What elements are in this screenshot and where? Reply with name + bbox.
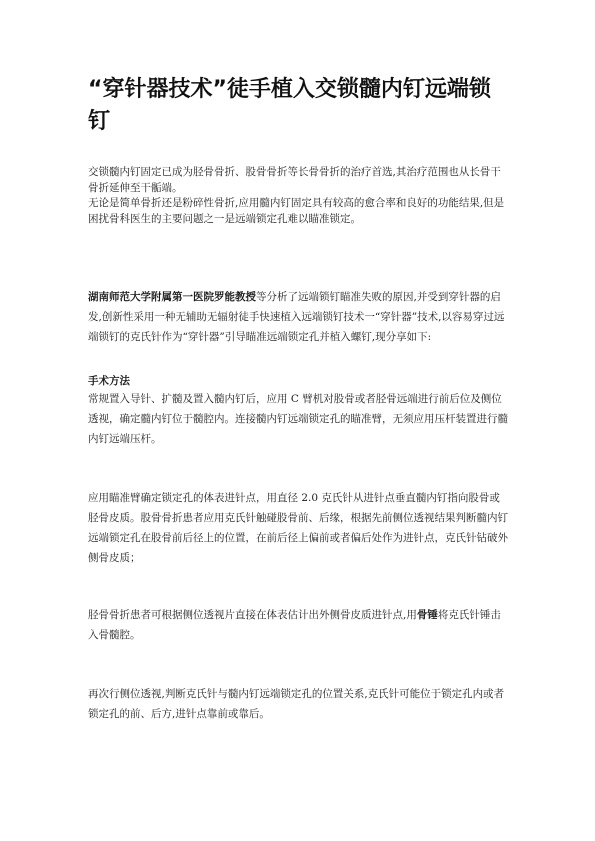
paragraph-procedure-4: 再次行侧位透视,判断克氏针与髓内钉远端锁定孔的位置关系,克氏针可能位于锁定孔内或者锁定孔的前、后方,进针点靠前或靠后。 — [88, 688, 505, 720]
author-highlight: 湖南师范大学附属第一医院罗能教授 — [88, 291, 256, 303]
intro-paragraph: 无论是简单骨折还是粉碎性骨折,应用髓内钉固定具有较高的愈合率和良好的功能结果,但是困扰骨科医生的主要问题之一是远端锁定孔难以瞄准锁定。 — [88, 197, 505, 225]
paragraph-procedure-2: 应用瞄准臂确定锁定孔的体表进针点，用直径 2.0 克氏针从进针点垂直髓内钉指向股骨或胫骨皮质。股骨骨折患者应用克氏针触碰股骨前、后缘，根据先前侧位透视结果判断髓内钉远端锁定孔在股骨前后径上的位置，在前后径上偏前或者偏后处作为进针点，克氏针钻破外侧骨皮质； — [88, 492, 508, 564]
intro-paragraph: 交锁髓内钉固定已成为胫骨骨折、股骨骨折等长骨骨折的治疗首选,其治疗范围也从长骨干骨折延伸至干骺端。 — [88, 166, 501, 194]
paragraph-procedure-1: 常规置入导针、扩髓及置入髓内钉后，应用 C 臂机对股骨或者胫骨远端进行前后位及侧位透视，确定髓内钉位于髓腔内。连接髓内钉远端锁定孔的瞄准臂，无须应用压杆装置进行髓内钉远端压杆。 — [88, 393, 508, 445]
paragraph-text: 等分析了远端锁钉瞄准失败的原因,并受到穿针器的启发,创新性采用一种无辅助无辐射徒手快速植入远端锁钉技术一“穿针器”技术,以容易穿过远端锁钉的克氏针作为“穿针器”引导瞄准远端锁定孔并植入螺钉,现分享如下: — [88, 291, 505, 343]
paragraph-text: 将克氏针锤击入骨髓腔。 — [88, 609, 501, 641]
section-heading: 手术方法 — [88, 375, 130, 387]
intro-section — [88, 165, 510, 227]
paragraph-procedure-3 — [88, 605, 510, 645]
paragraph-author-intro — [88, 287, 510, 347]
paragraph-text: 胫骨骨折患者可根据侧位透视片直接在体表估计出外侧骨皮质进针点,用 — [88, 609, 417, 621]
document-title: “穿针器技术”徒手植入交锁髓内钉远端锁钉 — [88, 77, 491, 134]
bold-term: 骨锤 — [416, 609, 438, 621]
